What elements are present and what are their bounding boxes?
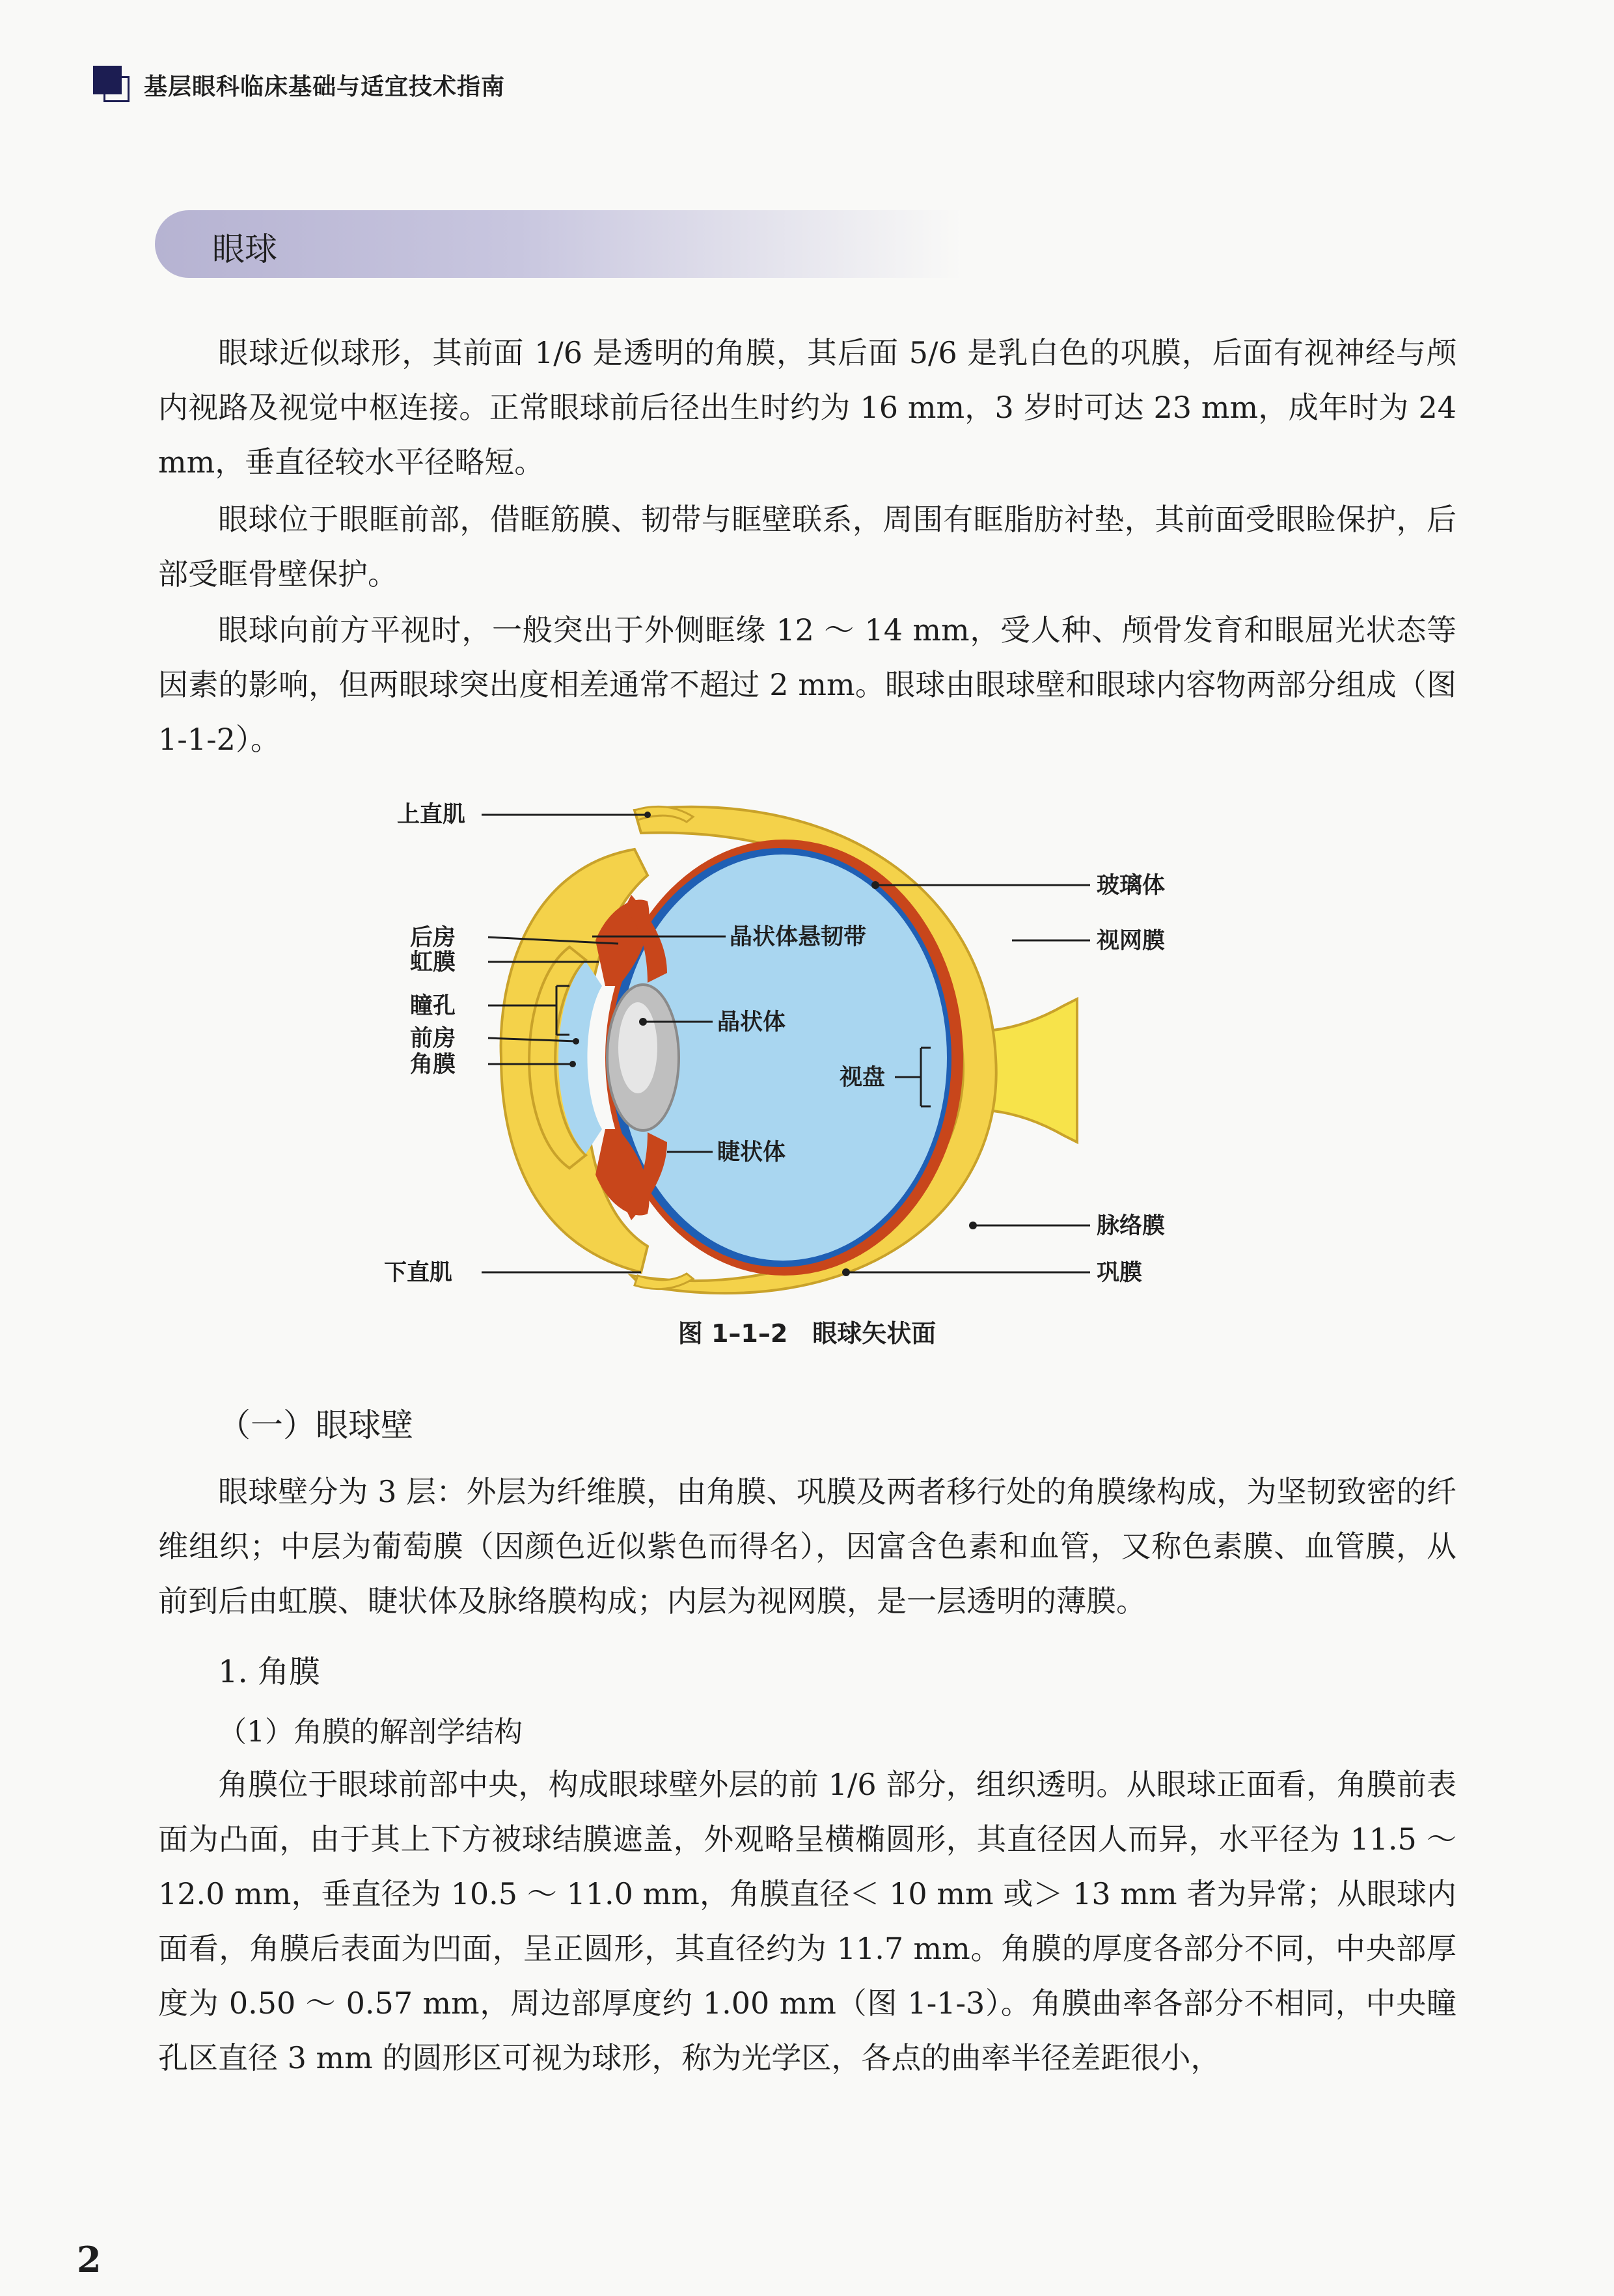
label-vitreous: 玻璃体 bbox=[1097, 873, 1166, 899]
label-inferior-rectus: 下直肌 bbox=[384, 1260, 453, 1286]
figure-caption: 图 1–1–2 眼球矢状面 bbox=[677, 1319, 937, 1348]
label-sclera: 巩膜 bbox=[1097, 1260, 1143, 1286]
paragraph-2: 眼球位于眼眶前部，借眶筋膜、韧带与眶壁联系，周围有眶脂肪衬垫，其前面受眼睑保护，后部受眶骨壁保护。 bbox=[158, 502, 1457, 592]
label-pupil: 瞳孔 bbox=[410, 993, 456, 1019]
page-number: 2 bbox=[77, 2239, 102, 2280]
label-ciliary-body: 睫状体 bbox=[717, 1140, 786, 1166]
label-anterior-chamber: 前房 bbox=[410, 1026, 456, 1052]
label-iris: 虹膜 bbox=[410, 950, 456, 976]
header-mark-icon bbox=[93, 66, 131, 103]
label-optic-disc: 视盘 bbox=[840, 1065, 886, 1091]
label-cornea: 角膜 bbox=[410, 1052, 456, 1078]
paragraph-4: 眼球壁分为 3 层：外层为纤维膜，由角膜、巩膜及两者移行处的角膜缘构成，为坚韧致密的纤维组织；中层为葡萄膜（因颜色近似紫色而得名），因富含色素和血管，又称色素膜、血管膜，从前到后由虹膜、睫状体及脉络膜构成；内层为视网膜，是一层透明的薄膜。 bbox=[158, 1474, 1457, 1619]
subsection-heading: （一）眼球壁 bbox=[218, 1406, 413, 1444]
label-choroid: 脉络膜 bbox=[1097, 1213, 1166, 1239]
paragraph-1: 眼球近似球形，其前面 1/6 是透明的角膜，其后面 5/6 是乳白色的巩膜，后面有视神经与颅内视路及视觉中枢连接。正常眼球前后径出生时约为 16 mm，3 岁时可达 23 mm，成年时为 24 mm，垂直径较水平径略短。 bbox=[158, 335, 1457, 480]
label-lens: 晶状体 bbox=[717, 1009, 786, 1035]
paragraph-3: 眼球向前方平视时，一般突出于外侧眶缘 12 ～ 14 mm，受人种、颅骨发育和眼屈光状态等因素的影响，但两眼球突出度相差通常不超过 2 mm。眼球由眼球壁和眼球内容物两部分组成（图 1-1-2）。 bbox=[158, 612, 1457, 757]
heading-cornea: 1. 角膜 bbox=[218, 1654, 321, 1690]
running-header bbox=[93, 65, 505, 104]
label-retina: 视网膜 bbox=[1097, 928, 1166, 954]
section-title-bar bbox=[155, 210, 962, 278]
label-zonule: 晶状体悬韧带 bbox=[730, 924, 867, 950]
heading-cornea-anatomy: （1）角膜的解剖学结构 bbox=[218, 1715, 523, 1749]
book-title: 基层眼科临床基础与适宜技术指南 bbox=[144, 73, 506, 100]
eyeball-sagittal-diagram bbox=[361, 791, 1240, 1305]
label-superior-rectus: 上直肌 bbox=[397, 802, 466, 828]
section-title: 眼球 bbox=[212, 230, 277, 268]
paragraph-5: 角膜位于眼球前部中央，构成眼球壁外层的前 1/6 部分，组织透明。从眼球正面看，角膜前表面为凸面，由于其上下方被球结膜遮盖，外观略呈横椭圆形，其直径因人而异，水平径为 11.5 ～ 12.0 mm，垂直径为 10.5 ～ 11.0 mm，角膜直径＜ 10 mm 或＞ 13 mm 者为异常；从眼球内面看，角膜后表面为凹面，呈正圆形，其直径约为 11.7 mm。角膜的厚度各部分不同，中央部厚度为 0.50 ～ 0.57 mm，周边部厚度约 1.00 mm（图 1-1-3）。角膜曲率各部分不相同，中央瞳孔区直径 3 mm 的圆形区可视为球形，称为光学区，各点的曲率半径差距很小， bbox=[158, 1767, 1457, 2075]
label-posterior-chamber: 后房 bbox=[410, 925, 456, 951]
